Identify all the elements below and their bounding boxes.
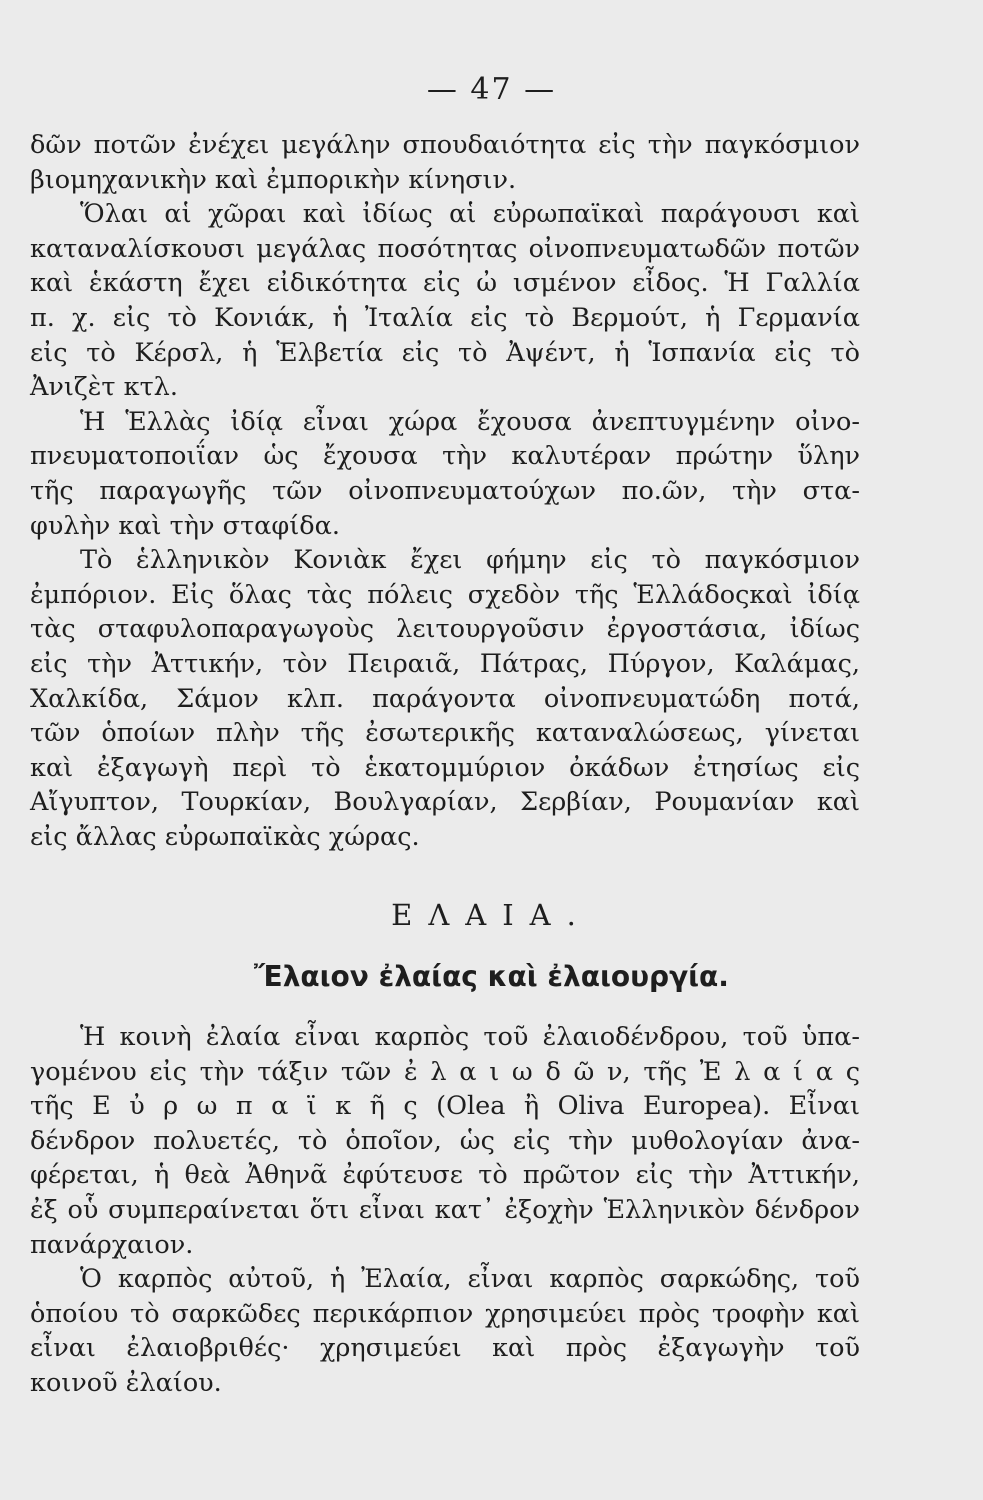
text-line: Τὸ ἑλληνικὸν Κονιὰκ ἔχει φήμην εἰς τὸ παγκόσμιον [80,545,860,576]
paragraph [30,405,860,543]
text-line: Ἡ κοινὴ ἐλαία εἶναι καρπὸς τοῦ ἐλαιοδένδρου, τοῦ ὑπα- [80,1022,860,1052]
text-line: Ὅλαι αἱ χῶραι καὶ ἰδίως αἱ εὐρωπαϊκαὶ παράγουσι καὶ [80,199,860,230]
text-line: πνευματοποιΐαν ὡς ἔχουσα τὴν καλυτέραν πρώτην ὕλην [30,441,860,472]
text-line: Ἡ Ἑλλὰς ἰδίᾳ εἶναι χώρα ἔχουσα ἀνεπτυγμένην οἰνο- [80,406,860,437]
text-line: ἐμπόριον. Εἰς ὅλας τὰς πόλεις σχεδὸν τῆς Ἑλλάδοςκαὶ ἰδίᾳ [30,579,860,610]
text-line: Αἴγυπτον, Τουρκίαν, Βουλγαρίαν, Σερβίαν, Ρουμανίαν καὶ [30,787,860,818]
text-line: τῶν ὁποίων πλὴν τῆς ἐσωτερικῆς καταναλώσεως, γίνεται [30,718,860,749]
text-line: δένδρον πολυετές, τὸ ὁποῖον, ὡς εἰς τὴν μυθολογίαν ἀνα- [30,1125,860,1156]
text-line: δῶν ποτῶν ἐνέχει μεγάλην σπουδαιότητα εἰς τὴν παγκόσμιον [30,130,860,160]
text-line: καὶ ἐξαγωγὴ περὶ τὸ ἑκατομμύριον ὀκάδων ἐτησίως εἰς [30,752,860,783]
text-line: εἰς ἄλλας εὐρωπαϊκὰς χώρας. [30,821,420,852]
text-line: ὁποίου τὸ σαρκῶδες περικάρπιον χρησιμεύει πρὸς τροφὴν καὶ [30,1298,860,1329]
text-line: εἶναι ἐλαιοβριθές· χρησιμεύει καὶ πρὸς ἐξαγωγὴν τοῦ [30,1333,860,1364]
text-line: εἰς τὸ Κέρσλ, ἡ Ἑλβετία εἰς τὸ Ἀψέντ, ἡ Ἱσπανία εἰς τὸ [30,337,860,368]
text-line: γομένου εἰς τὴν τάξιν τῶν ἐ λ α ι ω δ ῶ ν, τῆς Ἐ λ α ί α ς [30,1056,860,1087]
text-line: φέρεται, ἡ θεὰ Ἀθηνᾶ ἐφύτευσε τὸ πρῶτον εἰς τὴν Ἀττικήν, [30,1160,860,1191]
body-text-lower [30,1020,860,1401]
text-line: τῆς παραγωγῆς τῶν οἰνοπνευματούχων πο.ῶν, τὴν στα- [30,475,860,506]
paragraph [30,128,860,197]
page-number: — 47 — [426,72,557,107]
text-line: φυλὴν καὶ τὴν σταφίδα. [30,510,340,541]
text-line: π. χ. εἰς τὸ Κονιάκ, ἡ Ἰταλία εἰς τὸ Βερμούτ, ἡ Γερμανία [30,302,860,333]
text-line: Ὁ καρπὸς αὐτοῦ, ἡ Ἐλαία, εἶναι καρπὸς σαρκώδης, τοῦ [80,1264,860,1295]
text-line: ἐξ οὗ συμπεραίνεται ὅτι εἶναι κατ᾽ ἐξοχὴν Ἑλληνικὸν δένδρον [30,1194,860,1225]
section-title: ΕΛΑΙΑ. [391,898,592,932]
text-line: πανάρχαιον. [30,1229,194,1260]
paragraph [30,1020,860,1262]
paragraph [30,197,860,405]
text-line: Ἀνιζὲτ κτλ. [30,372,178,403]
text-line: εἰς τὴν Ἀττικήν, τὸν Πειραιᾶ, Πάτρας, Πύργον, Καλάμας, [30,648,860,679]
text-line: καὶ ἑκάστη ἔχει εἰδικότητα εἰς ὠ ισμένον εἶδος. Ἡ Γαλλία [30,268,860,299]
body-text-upper [30,128,860,854]
text-line: κοινοῦ ἐλαίου. [30,1367,222,1398]
paragraph [30,1262,860,1400]
text-line: καταναλίσκουσι μεγάλας ποσότητας οἰνοπνευματωδῶν ποτῶν [30,233,860,264]
subtitle: Ἔλαιον ἐλαίας καὶ ἐλαιουργία. [254,960,729,993]
text-line: τὰς σταφυλοπαραγωγοὺς λειτουργοῦσιν ἐργοστάσια, ἰδίως [30,614,860,645]
text-line: τῆς Ε ὐ ρ ω π α ϊ κ ῆ ς (Olea ἢ Oliva Europea). Εἶναι [30,1091,860,1122]
text-line: Χαλκίδα, Σάμον κλπ. παράγοντα οἰνοπνευματώδη ποτά, [30,683,860,714]
text-line: βιομηχανικὴν καὶ ἐμπορικὴν κίνησιν. [30,164,517,195]
paragraph [30,543,860,854]
